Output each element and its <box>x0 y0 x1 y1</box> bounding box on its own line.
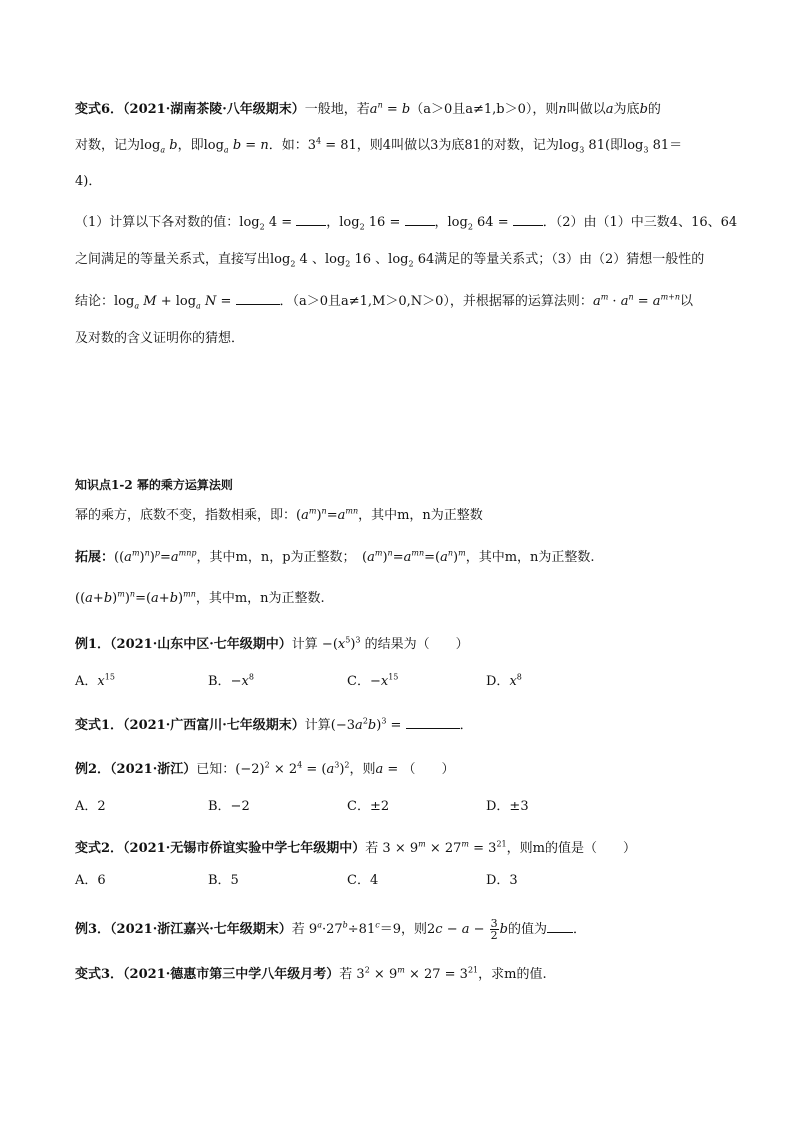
knowledge-point-rule: 幂的乘方，底数不变，指数相乘，即：$(a^m)^n=a^{mn}$，其中m，n为正整数 <box>75 506 483 523</box>
knowledge-point-title: 知识点1-2 幂的乘方运算法则 <box>75 478 233 492</box>
variant2-option-a[interactable]: A．6 <box>75 873 106 888</box>
example2-option-a[interactable]: A．2 <box>75 799 106 814</box>
example2-question: 例2．（2021·浙江）已知：$(-2)^2 \times 2^4 = (a^3)^2$，则a = （ ） <box>75 760 455 777</box>
variant6-line2: 对数，记为$\log_a b$，即$\log_a b = n$．如：$3^4 = 81$，则4叫做以3为底81的对数，记为$\log_3 81$(即$\log_3 81=$ <box>75 136 683 155</box>
example3-question: 例3．（2021·浙江嘉兴·七年级期末）若 $9^a\cdot 27^b\div 81^c=9$，则2c − a − $\frac{3}{2}$ b的值为 ． <box>75 917 587 942</box>
answer-blank[interactable] <box>405 213 435 226</box>
variant2-option-d[interactable]: D．3 <box>486 873 518 888</box>
example1-option-b[interactable]: B．$-x^8$ <box>208 672 254 689</box>
variant6-line7: 及对数的含义证明你的猜想． <box>75 331 245 346</box>
answer-blank[interactable] <box>513 213 543 226</box>
knowledge-point-extension-2: $((a+b)^m)^n=(a+b)^{mn}$，其中m，n为正整数. <box>75 589 325 606</box>
variant3-question: 变式3．（2021·德惠市第三中学八年级月考）若 $3^2 \times 9^m \times 27 = 3^{21}$，求m的值. <box>75 965 547 982</box>
example2-option-c[interactable]: C．±2 <box>347 799 390 814</box>
example1-option-a[interactable]: A．$x^{15}$ <box>75 672 115 689</box>
example2-option-b[interactable]: B．−2 <box>208 799 250 814</box>
example2-option-d[interactable]: D．±3 <box>486 799 529 814</box>
variant2-option-c[interactable]: C．4 <box>347 873 379 888</box>
variant6-line4: （1）计算以下各对数的值：$\log_2 4$ = ，$\log_2 16$ = ，$\log_2 64$ = ．（2）由（1）中三数4、16、64 <box>75 215 738 232</box>
variant6-line5: 之间满足的等量关系式，直接写出$\log_2 4$ 、$\log_2 16$ 、$\log_2 64$满足的等量关系式；（3）由（2）猜想一般性的 <box>75 252 705 269</box>
example1-question: 例1．（2021·山东中区·七年级期中）计算 $-(x^5)^3$ 的结果为（ ） <box>75 635 469 652</box>
answer-blank[interactable] <box>406 716 460 729</box>
answer-blank[interactable] <box>236 292 280 305</box>
variant2-option-b[interactable]: B．5 <box>208 873 239 888</box>
knowledge-point-extension: 拓展：$((a^m)^n)^p=a^{mnp}$，其中m，n，p为正整数； $(a^m)^n=a^{mn}=(a^n)^m$，其中m，n为正整数. <box>75 548 595 565</box>
answer-blank[interactable] <box>296 213 326 226</box>
answer-blank[interactable] <box>547 920 573 933</box>
variant6-line6: 结论：$\log_a M + \log_a N$ = ．（a＞0且a≠1,M＞0,N＞0），并根据幂的运算法则：$a^m \cdot a^n = a^{m+n}$以 <box>75 292 694 311</box>
example1-option-d[interactable]: D．$x^8$ <box>486 672 522 689</box>
example1-option-c[interactable]: C．$-x^{15}$ <box>347 672 399 689</box>
variant6-line3: 4)． <box>75 174 102 189</box>
variant6-line1: 变式6．（2021·湖南茶陵·八年级期末）一般地，若$a^n = b(a>0$且a≠1,b＞0），则n叫做以a为底b的 <box>75 100 661 117</box>
variant6-source: （2021·湖南茶陵·八年级期末） <box>123 102 305 117</box>
variant6-label: 变式6． <box>75 102 124 117</box>
variant2-question: 变式2．（2021·无锡市侨谊实验中学七年级期中）若 $3 \times 9^m \times 27^m = 3^{21}$，则m的值是（ ） <box>75 839 636 856</box>
fraction-three-halves: $\frac{3}{2}$ <box>490 917 498 942</box>
variant1-question: 变式1．（2021·广西富川·七年级期末）计算$(-3a^2b)^3$ = ． <box>75 716 473 733</box>
